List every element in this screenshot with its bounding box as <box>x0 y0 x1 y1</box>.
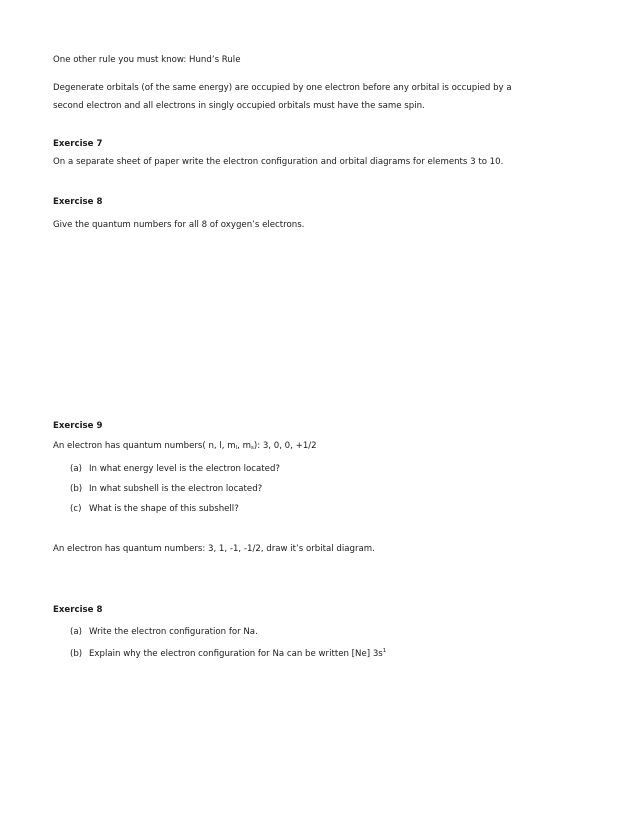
subscript-l: l <box>235 445 238 451</box>
exercise-9-intro-prefix: An electron has quantum numbers( n, l, m <box>53 441 236 451</box>
exercise-8b-item-a <box>70 627 258 638</box>
item-marker: (c) <box>70 504 82 514</box>
exercise-9-intro-suffix: ): 3, 0, 0, +1/2 <box>253 441 317 451</box>
exercise-7-title: Exercise 7 <box>53 139 103 149</box>
hunds-rule-definition-line1: Degenerate orbitals (of the same energy) are occupied by one electron before any orbital is occupied by a <box>53 83 512 93</box>
exercise-9-intro-mid: , m <box>237 441 251 451</box>
item-text: In what energy level is the electron located? <box>89 464 280 474</box>
exercise-8b-title: Exercise 8 <box>53 605 103 615</box>
item-marker: (b) <box>70 649 83 659</box>
item-text: Write the electron configuration for Na. <box>89 627 258 637</box>
exercise-9-item-c <box>70 504 239 515</box>
exercise-9-followup: An electron has quantum numbers: 3, 1, -1, -1/2, draw it’s orbital diagram. <box>53 544 375 554</box>
exercise-9-intro <box>53 441 317 454</box>
subscript-s: s <box>250 445 254 451</box>
hunds-rule-definition-line2: second electron and all electrons in singly occupied orbitals must have the same spin. <box>53 101 425 111</box>
item-text: What is the shape of this subshell? <box>89 504 239 514</box>
superscript-1: 1 <box>382 648 387 654</box>
item-marker: (b) <box>70 484 83 494</box>
exercise-8b-item-b <box>70 646 386 660</box>
exercise-9-item-b <box>70 484 262 495</box>
exercise-8-title: Exercise 8 <box>53 197 103 207</box>
item-text: In what subshell is the electron located? <box>89 484 263 494</box>
hunds-rule-heading: One other rule you must know: Hund’s Rule <box>53 55 241 65</box>
exercise-8-text: Give the quantum numbers for all 8 of oxygen’s electrons. <box>53 220 305 230</box>
item-text: Explain why the electron configuration for Na can be written [Ne] 3s <box>89 649 383 659</box>
exercise-9-title: Exercise 9 <box>53 421 103 431</box>
exercise-9-item-a <box>70 464 280 475</box>
item-marker: (a) <box>70 464 82 474</box>
item-marker: (a) <box>70 627 82 637</box>
exercise-7-text: On a separate sheet of paper write the electron configuration and orbital diagrams for elements 3 to 10. <box>53 157 504 167</box>
